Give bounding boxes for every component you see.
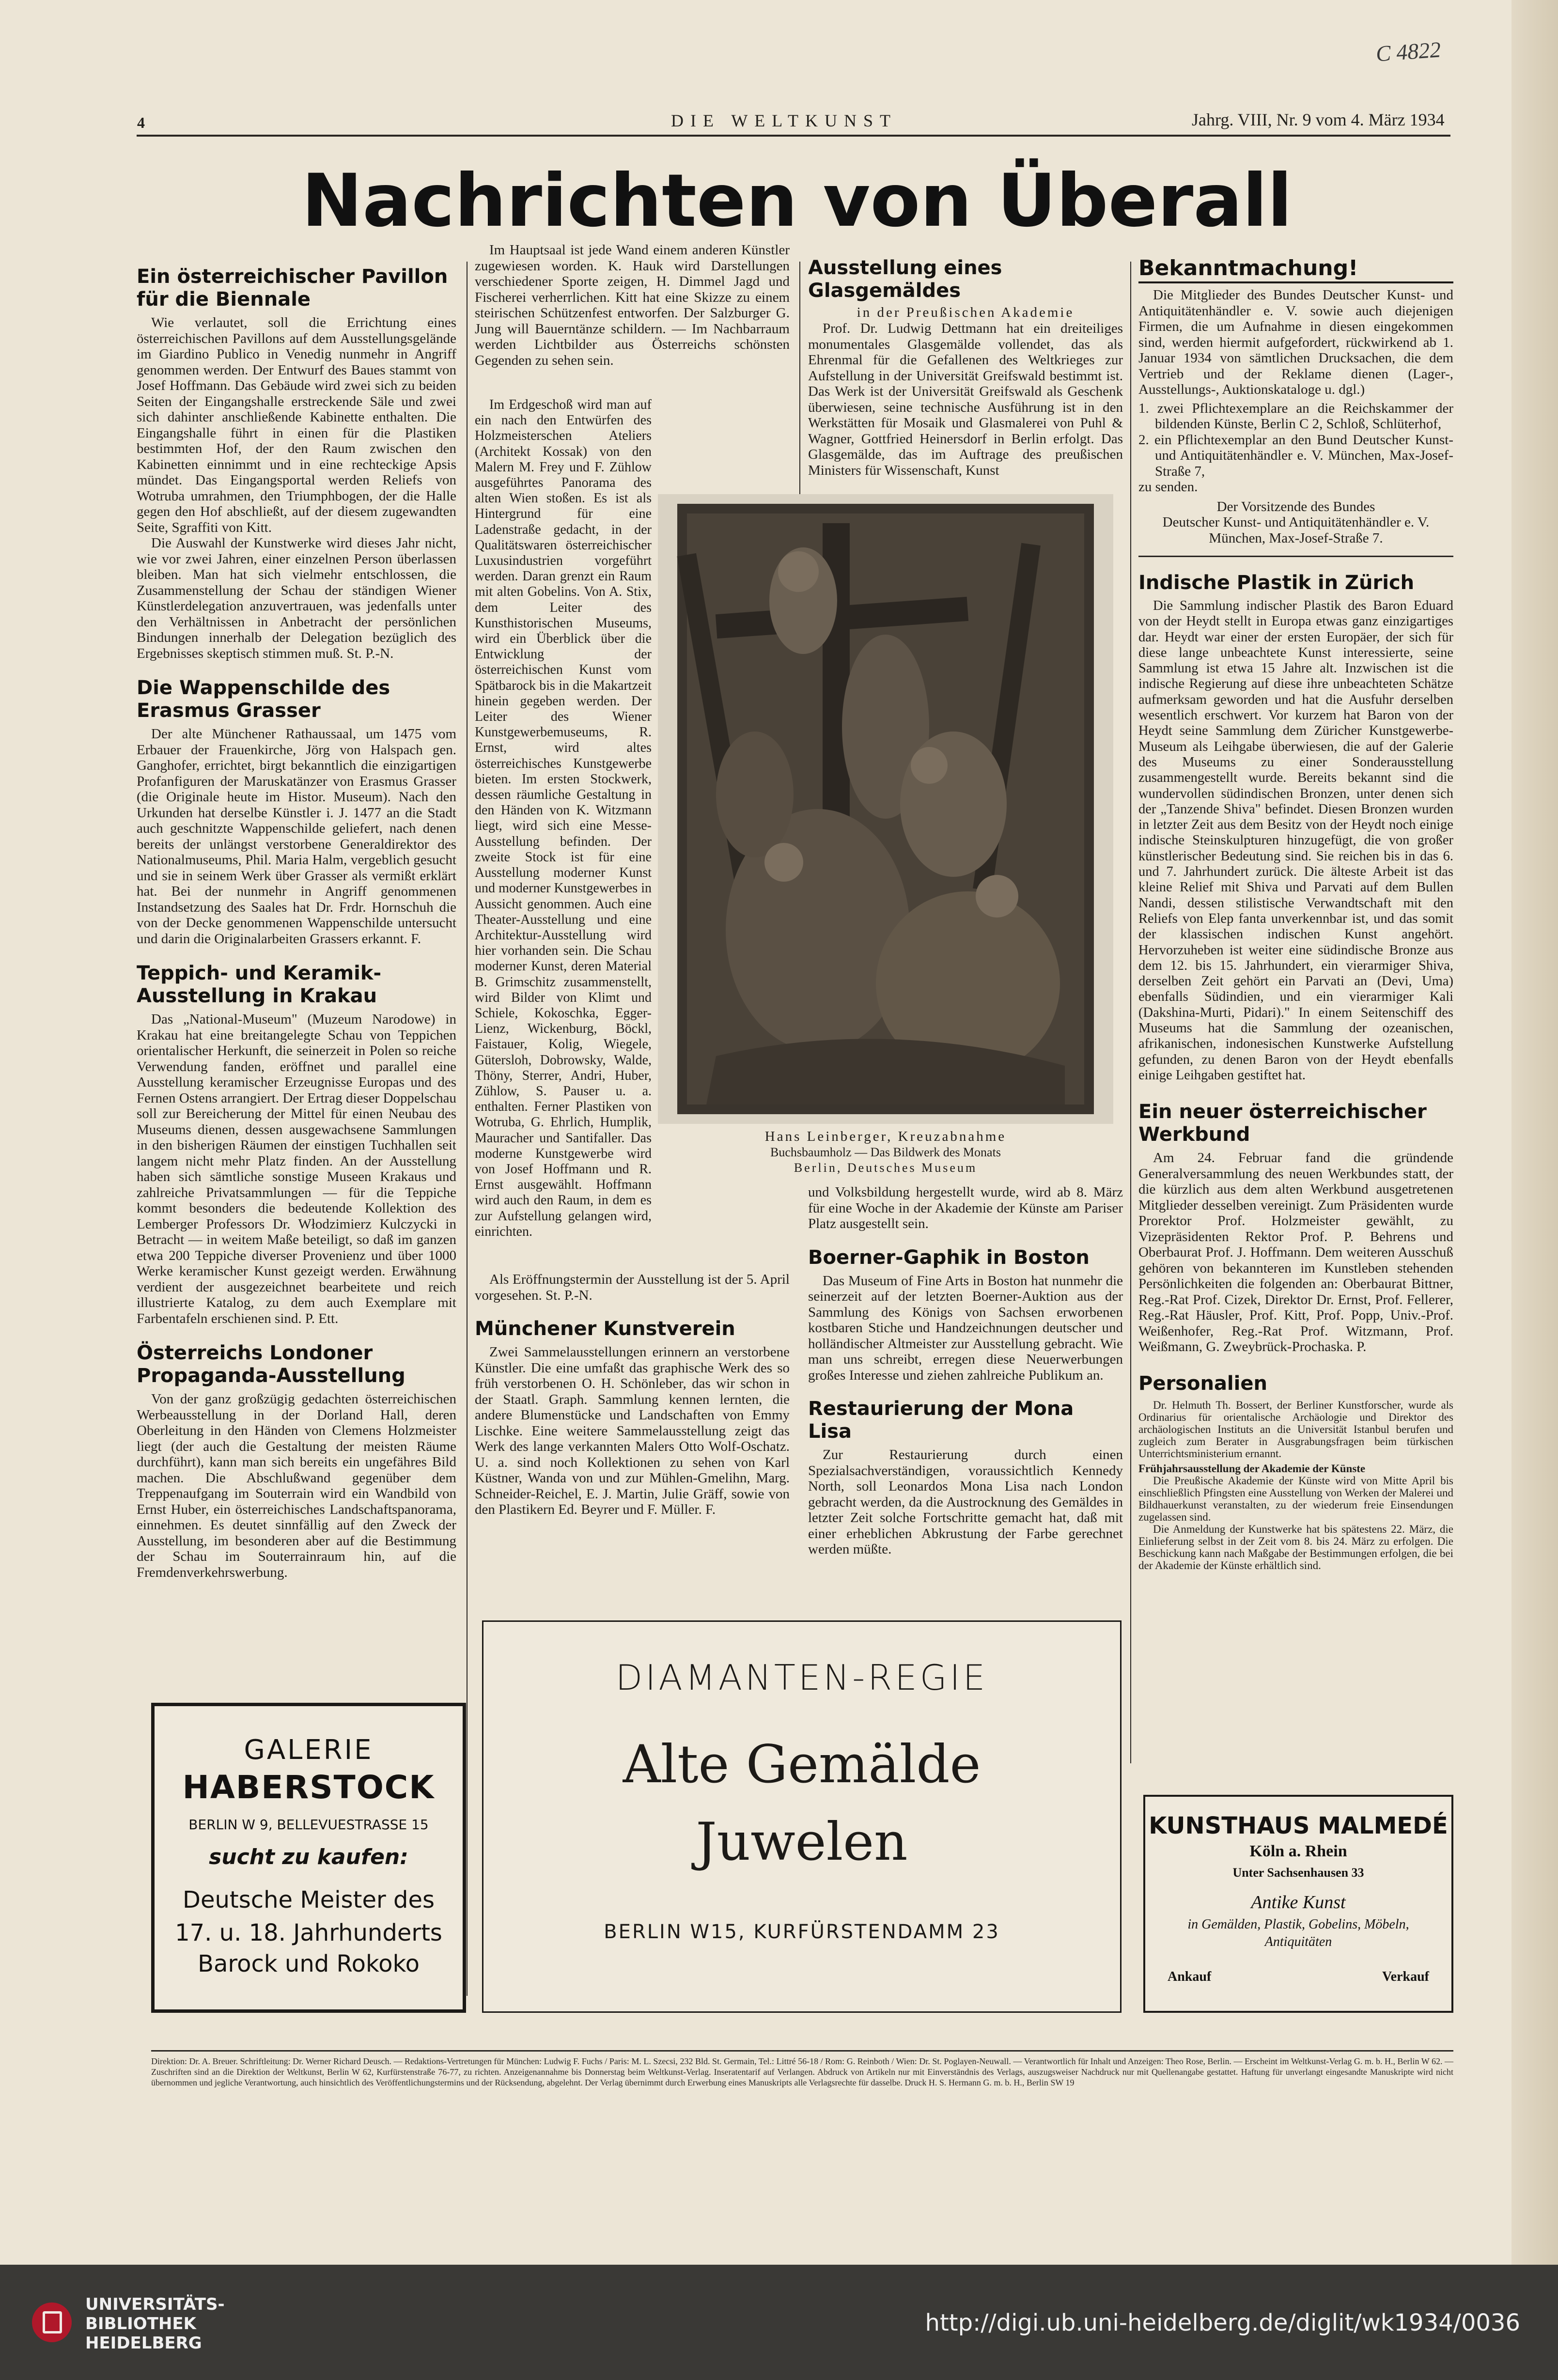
ad-malmede-line3: Unter Sachsenhausen 33 <box>1232 1866 1364 1880</box>
ad-haberstock <box>151 1703 466 2013</box>
article-body-boston: Das Museum of Fine Arts in Boston hat nunmehr die seinerzeit auf der letzten Boerner-Auktion aus der Sammlung des Königs von Sachsen erworbenen kostbaren Stiche und Handzeichnungen deutscher und holländischer Altmeister zur Ausstellung gebracht. Wie man uns schreibt, erregen diese Neuerwerbungen großes Interesse und ziehen zahlreiche Publikum an. <box>808 1273 1123 1383</box>
library-name-line3: HEIDELBERG <box>85 2333 202 2353</box>
article-heading-bekanntmachung: Bekanntmachung! <box>1138 257 1453 283</box>
article-body-mona-lisa: Zur Restaurierung durch einen Spezialsachverständigen, voraussichtlich Kennedy North, soll Leonardos Mona Lisa nach London gebracht werden, da die Austrocknung des Gemäldes in letzter Zeit solche Fortschritte gemacht hat, daß mit einer erheblichen Abkrustung der Farbe gerechnet werden müßte. <box>808 1447 1123 1557</box>
archive-mark: C 4822 <box>1375 37 1442 66</box>
library-name <box>85 2295 225 2353</box>
notice-item-1: 1. zwei Pflichtexemplare an die Reichskammer der bildenden Künste, Berlin C 2, Schloß, Schlüterhof, <box>1138 400 1453 432</box>
article-body-biennale-2: Die Auswahl der Kunstwerke wird dieses Jahr nicht, wie vor zwei Jahren, einer einzelnen Person überlassen bleiben. Man hat sich vielmehr entschlossen, die Zusammenstellung der Schau der ständigen Wiener Künstlerdelegation anzuvertrauen, was jedenfalls unter den Verhältnissen in Anbetracht der persönlichen Bindungen innerhalb der Delegation bezüglich des Ergebnisses skeptisch stimmen muß. St. P.-N. <box>137 535 456 661</box>
column-rule-3 <box>1130 262 1131 1763</box>
ad-diamanten-regie <box>482 1620 1122 2013</box>
ad-malmede-line6: Antiquitäten <box>1264 1934 1332 1949</box>
ad-haberstock-line6: 17. u. 18. Jahrhunderts <box>175 1919 442 1946</box>
article-heading-london: Österreichs Londoner Propaganda-Ausstellung <box>137 1342 405 1387</box>
ad-haberstock-line5: Deutsche Meister des <box>183 1886 435 1913</box>
article-subheading-glasgemaelde: in der Preußischen Akademie <box>857 305 1075 320</box>
notice-tail: zu senden. <box>1138 479 1198 495</box>
caption-title: Hans Leinberger, Kreuzabnahme <box>764 1129 1007 1144</box>
article-heading-boston: Boerner-Gaphik in Boston <box>808 1246 1090 1269</box>
header-rule <box>137 135 1450 137</box>
column-3-top <box>808 257 1123 478</box>
column-2-narrow <box>475 397 652 1240</box>
ad-malmede-footer <box>1145 1951 1451 1985</box>
ad-haberstock-line1: GALERIE <box>244 1734 374 1766</box>
article-heading-personalien: Personalien <box>1138 1372 1267 1395</box>
library-name-line2: BIBLIOTHEK <box>85 2314 196 2333</box>
article-body-werkbund: Am 24. Februar fand die gründende Generalversammlung des neuen Werkbundes statt, der die kürzlich aus dem alten Werkbund ausgetretenen Mitglieder desselben vereinigt. Zum Präsidenten wurde Prorektor Prof. Holzmeister gewählt, zu Vizepräsidenten Rektor Prof. P. Behrens und Oberbaurat Prof. J. Hoffmann. Dem weiteren Ausschuß gehören von bekannteren im Kunstleben stehenden Persönlichkeiten die folgenden an: Oberbaurat Bittner, Reg.-Rat Prof. Cizek, Direktor Dr. Ernst, Prof. Fellerer, Reg.-Rat Häusler, Prof. Kitt, Prof. Popp, Univ.-Prof. Weißenhofer, Reg.-Rat Prof. Witzmann, Prof. Weißmann, G. Zweybrück-Prochaska. P. <box>1138 1150 1453 1355</box>
article-body-biennale: Wie verlautet, soll die Errichtung eines österreichischen Pavillons auf dem Ausstellungsgelände im Giardino Publico in Venedig nunmehr in Angriff genommen werden. Der Entwurf des Baues stammt von Josef Hoffmann. Das Gebäude wird zwei sich zu beiden Seiten der Eingangshalle erstreckende Säle und zwei sich dahinter anschließende Kabinette enthalten. Die Eingangshalle führt in einen für die Plastiken bestimmten Hof, der den Raum zwischen den Kabinetten einnimmt und in eine rechteckige Apsis mündet. Das Eingangsportal werden Reliefs von Wotruba umrahmen, den Triumphbogen, der die Halle gegen den Hof abschließt, auf der diesem zugewandten Seite, Sgraffiti von Kitt. <box>137 315 456 535</box>
article-body-glasgemaelde-cont: und Volksbildung hergestellt wurde, wird ab 8. März für eine Woche in der Akademie der Künste am Pariser Platz ausgestellt sein. <box>808 1184 1123 1231</box>
column-4 <box>1138 257 1453 1571</box>
notice-rule <box>1138 556 1453 557</box>
article-body-london-cont: Im Hauptsaal ist jede Wand einem anderen Künstler zugewiesen worden. K. Hauk wird Darstellungen verschiedener Sporte zeigen, H. Dimmel Jagd und Fischerei verherrlichen. Kitt hat eine Skizze zu einem steirischen Schützenfest entworfen. Der Salzburger G. Jung will Bauerntänze schildern. — Im Nachbarraum werden Lichtbilder aus Österreichs schönsten Gegenden zu sehen sein. <box>475 242 790 368</box>
column-2-bottom <box>475 1272 790 1518</box>
footer-rule <box>151 2050 1453 2052</box>
column-1 <box>137 265 456 1580</box>
article-body-london-cont-2: Im Erdgeschoß wird man auf ein nach den Entwürfen des Holzmeisterschen Ateliers (Architekt Kossak) von den Malern M. Frey und F. Zühlow ausgeführtes Panorama des alten Wien stoßen. Es ist als Hintergrund für eine Ladenstraße gedacht, in der Qualitätswaren österreichischer Luxusindustrien vorgeführt werden. Daran grenzt ein Raum mit alten Gobelins. Von A. Stix, dem Leiter des Kunsthistorischen Museums, wird ein Überblick über die Entwicklung der österreichischen Kunst vom Spätbarock bis in die Makartzeit hinein gegeben werden. Der Leiter des Wiener Kunstgewerbemuseums, R. Ernst, wird altes österreichisches Kunstgewerbe bieten. Im ersten Stockwerk, dessen räumliche Gestaltung in den Händen von K. Witzmann liegt, wird sich eine Messe-Ausstellung befinden. Der zweite Stock ist für eine Ausstellung moderner Kunst und moderner Kunstgewerbes in Aussicht genommen. Auch eine Theater-Ausstellung und eine Architektur-Ausstellung wird hier vorhanden sein. Die Schau moderner Kunst, deren Material B. Grimschitz zusammenstellt, wird Bilder von Klimt und Schiele, Kokoschka, Egger-Lienz, Wickenburg, Böckl, Faistauer, Kolig, Wiegele, Gütersloh, Dobrowsky, Walde, Thöny, Sterrer, Andri, Huber, Zühlow, S. Pauser u. a. enthalten. Ferner Plastiken von Wotruba, G. Ehrlich, Humplik, Mauracher und Santifaller. Das moderne Kunstgewerbe wird von Josef Hoffmann und R. Ernst ausgewählt. Hoffmann wird auch den Raum, in dem es zur Aufstellung gelangen wird, einrichten. <box>475 397 652 1239</box>
masthead: DIE WELTKUNST <box>671 111 897 130</box>
ad-malmede-ankauf: Ankauf <box>1168 1969 1212 1984</box>
caption-material: Buchsbaumholz — Das Bildwerk des Monats <box>770 1145 1001 1159</box>
page-number: 4 <box>137 114 145 131</box>
article-subheading-akademie: Frühjahrsausstellung der Akademie der Künste <box>1138 1462 1366 1475</box>
library-logo-icon <box>32 2302 72 2342</box>
ad-haberstock-line2: HABERSTOCK <box>182 1769 435 1806</box>
library-name-line1: UNIVERSITÄTS- <box>85 2295 225 2314</box>
page-title: Nachrichten von Überall <box>301 159 1293 243</box>
ad-haberstock-line7: Barock und Rokoko <box>198 1950 420 1977</box>
notice-item-2: 2. ein Pflichtexemplar an den Bund Deutscher Kunst- und Antiquitätenhändler e. V. München, Max-Josef-Straße 7, <box>1138 432 1453 479</box>
article-body-glasgemaelde: Prof. Dr. Ludwig Dettmann hat ein dreiteiliges monumentales Glasgemälde vollendet, das als Ehrenmal für die Gefallenen des Weltkrieges zur Aufstellung in der Universität Greifswald bestimmt ist. Das Werk ist der Universität Greifswald als Geschenk überwiesen, seine technische Ausführung ist in den Werkstätten für Mosaik und Glasmalerei von Puhl & Wagner, Gottfried Heinersdorf in Berlin erfolgt. Das Glasgemälde, das im Auftrage des preußischen Ministers für Wissenschaft, Kunst <box>808 321 1123 478</box>
library-bar <box>0 2265 1558 2380</box>
article-body-personalien: Dr. Helmuth Th. Bossert, der Berliner Kunstforscher, wurde als Ordinarius für orientalische Archäologie und Direktor des archäologischen Instituts an die Universität Istanbul berufen und zugleich zum Berater in Ausgrabungsfragen beim türkischen Unterrichtsministerium ernannt. <box>1138 1399 1453 1460</box>
relief-artwork <box>658 494 1113 1124</box>
article-body-wappenschilde: Der alte Münchener Rathaussaal, um 1475 vom Erbauer der Frauenkirche, Jörg von Halspach gen. Ganghofer, errichtet, birgt bekanntlich die einzigartigen Profanfiguren der Maruskatänzer von Erasmus Grasser (die Originale heute im Histor. Museum). Nach den Urkunden hat derselbe Künstler i. J. 1477 an die Stadt auch geschnitzte Wappenschilde geliefert, nach denen bereits der unlängst verstorbene Generaldirektor des Nationalmuseums, Phil. Maria Halm, vergeblich gesucht und sie in seinem Werk über Grasser als vermißt erklärt hat. Bei der nunmehr in Angriff genommenen Instandsetzung des Saales hat Dr. Frdr. Hornschuh die von der Decke genommenen Wappenschilde untersucht und darin die Originalarbeiten Grassers erkannt. F. <box>137 726 456 947</box>
footer-imprint <box>151 2056 1453 2088</box>
article-body-kunstverein: Zwei Sammelausstellungen erinnern an verstorbene Künstler. Die eine umfaßt das graphische Werk des so früh verstorbenen O. H. Schönleber, das wir schon in der Staatl. Graph. Sammlung kennen lernten, die andere Blumenstücke und Landschaften von Emmy Lischke. Eine weitere Sammelausstellung zeigt das Werk des lange verkannten Malers Otto Wolf-Oschatz. U. a. sind noch Kollektionen zu sehen von Karl Küstner, Wanda von und zur Mühlen-Gmelihn, Marg. Schneider-Reichel, E. J. Martin, Julie Gräff, sowie von den Plastikern Ed. Beyrer und F. Müller. F. <box>475 1344 790 1517</box>
article-heading-biennale: Ein österreichischer Pavillon für die Biennale <box>137 265 448 311</box>
article-heading-zuerich: Indische Plastik in Zürich <box>1138 572 1415 594</box>
ad-malmede <box>1143 1795 1453 2013</box>
article-body-london-end: Als Eröffnungstermin der Ausstellung ist der 5. April vorgesehen. St. P.-N. <box>475 1272 790 1303</box>
article-body-krakau: Das „National-Museum" (Muzeum Narodowe) in Krakau hat eine breitangelegte Schau von Teppichen orientalischer Herkunft, die seinerzeit in Polen so reiche Verwendung fanden, eröffnet und parallel eine Ausstellung keramischer Erzeugnisse Europas und des Fernen Ostens arrangiert. Der Ertrag dieser Doppelschau soll zur Bereicherung der Mittel für einen Neubau des Museums dienen, dessen ausgewachsene Sammlungen in den bisherigen Räumen der einstigen Tuchhallen seit langem nicht mehr Platz finden. An der Ausstellung haben sich sämtliche sonstige Museen Krakaus und zahlreiche Privatsammlungen — für die Teppiche kommt besonders die bedeutende Kollektion des Lemberger Professors Dr. Włodzimierz Kulczycki in Betracht — in weitem Maße beteiligt, so daß im ganzen etwa 200 Teppiche diverser Provenienz und über 1000 Werke keramischer Kunst gezeigt werden. Erwähnung verdient der ausgezeichnet bearbeitete und reich illustrierte Katalog, zu dem auch Exemplare mit Farbentafeln erschienen sind. P. Ett. <box>137 1011 456 1326</box>
ad-malmede-line4: Antike Kunst <box>1251 1892 1346 1913</box>
ad-haberstock-line4: sucht zu kaufen: <box>209 1845 408 1869</box>
article-body-akademie-2: Die Anmeldung der Kunstwerke hat bis spätestens 22. März, die Einlieferung selbst in der Zeit vom 8. bis 24. März zu erfolgen. Die Beschickung kann nach Maßgabe der Bestimmungen erfolgen, die bei der Akademie der Künste erhältlich sind. <box>1138 1523 1453 1571</box>
ad-diamanten-line2: Alte Gemälde <box>623 1734 981 1795</box>
notice-body: Die Mitglieder des Bundes Deutscher Kunst- und Antiquitätenhändler e. V. sowie auch diejenigen Firmen, die um Aufnahme in diesen eingekommen sind, werden hiermit aufgefordert, rückwirkend ab 1. Januar 1934 von sämtlichen Drucksachen, die dem Vertrieb und der Reklame dienen (Lager-, Ausstellungs-, Auktionskataloge u. dgl.) <box>1138 287 1453 397</box>
column-2-top <box>475 242 790 368</box>
column-3-bottom <box>808 1184 1123 1557</box>
sheet-edge <box>1511 0 1558 2265</box>
article-heading-krakau: Teppich- und Keramik-Ausstellung in Krakau <box>137 962 382 1007</box>
ad-malmede-verkauf: Verkauf <box>1382 1969 1429 1984</box>
library-url[interactable]: http://digi.ub.uni-heidelberg.de/diglit/wk1934/0036 <box>925 2309 1520 2336</box>
ad-malmede-line2: Köln a. Rhein <box>1249 1842 1347 1860</box>
ad-diamanten-line3: Juwelen <box>696 1812 908 1872</box>
article-heading-kunstverein: Münchener Kunstverein <box>475 1318 735 1340</box>
issue-info: Jahrg. VIII, Nr. 9 vom 4. März 1934 <box>1192 110 1445 129</box>
article-body-london: Von der ganz großzügig gedachten österreichischen Werbeausstellung in der Dorland Hall, deren Oberleitung in den Händen von Clemens Holzmeister liegt (der auch die Gestaltung der meisten Räume durchführt), kann man sich bereits ein ungefähres Bild machen. Die Abschlußwand gegenüber dem Treppenaufgang im Souterrain wird ein Wandbild von Ernst Huber, ein österreichisches Landschaftspanorama, einnehmen. Es deutet sinnfällig auf den Zweck der Ausstellung, im besonderen aber auf die Bestimmung der Schau im Souterrainraum hin, auf die Fremdenverkehrswerbung. <box>137 1391 456 1580</box>
ad-haberstock-line3: BERLIN W 9, BELLEVUESTRASSE 15 <box>188 1817 429 1833</box>
notice-signature-2: Deutscher Kunst- und Antiquitätenhändler e. V. <box>1162 514 1430 530</box>
ad-diamanten-line1: DIAMANTEN-REGIE <box>615 1657 988 1698</box>
ad-diamanten-line4: BERLIN W15, KURFÜRSTENDAMM 23 <box>604 1921 1000 1943</box>
notice-signature-3: München, Max-Josef-Straße 7. <box>1209 530 1383 546</box>
ad-malmede-line1: KUNSTHAUS MALMEDÉ <box>1149 1812 1448 1839</box>
article-heading-mona-lisa: Restaurierung der Mona Lisa <box>808 1398 1074 1443</box>
ad-malmede-line5: in Gemälden, Plastik, Gobelins, Möbeln, <box>1187 1917 1409 1932</box>
figure-caption <box>658 1129 1113 1176</box>
article-heading-werkbund: Ein neuer österreichischer Werkbund <box>1138 1101 1427 1146</box>
article-body-akademie: Die Preußische Akademie der Künste wird von Mitte April bis einschließlich Pfingsten eine Ausstellung von Werken der Malerei und Bildhauerkunst veranstalten, zu der wiederum freie Einsendungen zugelassen sind. <box>1138 1474 1453 1523</box>
notice-signature-1: Der Vorsitzende des Bundes <box>1216 498 1375 514</box>
caption-location: Berlin, Deutsches Museum <box>794 1161 978 1175</box>
article-heading-glasgemaelde: Ausstellung eines Glasgemäldes <box>808 257 1002 302</box>
article-heading-wappenschilde: Die Wappenschilde des Erasmus Grasser <box>137 677 390 722</box>
relief-image <box>658 494 1113 1124</box>
imprint-text: Direktion: Dr. A. Breuer. Schriftleitung: Dr. Werner Richard Deusch. — Redaktions-Vertretungen für München: Ludwig F. Fuchs / Paris: M. L. Szecsi, 232 Bld. St. Germain, Tel.: Littré 56-18 / Rom: G. Reinboth / Wien: Dr. St. Poglayen-Neuwall. — Verantwortlich für Inhalt und Anzeigen: Theo Rose, Berlin. — Erscheint im Weltkunst-Verlag G. m. b. H., Berlin W 62. — Zuschriften sind an die Direktion der Weltkunst, Berlin W 62, Kurfürstenstraße 76-77, zu richten. Anzeigenannahme bis Donnerstag beim Weltkunst-Verlag. Inseratentarif auf Verlangen. Abdruck von Artikeln nur mit Einverständnis des Verlags, auszugsweiser Nachdruck nur mit Quellenangabe gestattet. Haftung für unverlangt eingesandte Manuskripte wird nicht übernommen und jegliche Verantwortung, auch hinsichtlich des Veröffentlichungstermins und der Rücksendung, abgelehnt. Der Verlag übernimmt durch Erwerbung eines Manuskripts alle Verlagsrechte für dasselbe. Druck H. S. Hermann G. m. b. H., Berlin SW 19 <box>151 2056 1453 2087</box>
article-body-zuerich: Die Sammlung indischer Plastik des Baron Eduard von der Heydt stellt in Europa etwas ganz einzigartiges dar. Heydt war einer der ersten Europäer, der sich für diese lange unbeachtete Kunst interessierte, seine Sammlung ist etwa 15 Jahre alt. Inzwischen ist die indische Regierung auf diese ihre unbeachteten Schätze aufmerksam geworden und hat die Ausfuhr derselben wesentlich erschwert. Vor kurzem hat Baron von der Heydt seine Sammlung dem Züricher Kunstgewerbe-Museum als Leihgabe überwiesen, die auf der Galerie des Museums zu einer Sonderausstellung zusammengestellt wurde. Bereits bekannt sind die wundervollen südindischen Bronzen, unter denen sich der „Tanzende Shiva" befindet. Diesen Bronzen wurden in letzter Zeit aus dem Besitz von der Heydt noch einige indische Steinskulpturen hinzugefügt, die von großer künstlerischer Bedeutung sind. Sie reichen bis in das 6. und 7. Jahrhundert zurück. Die älteste Arbeit ist das kleine Relief mit Shiva und Parvati auf dem Bullen Nandi, dessen stilistische Verwandtschaft mit den Reliefs von Elep fanta unverkennbar ist, und das somit der klassischen indischen Kunst angehört. Hervorzuheben ist weiter eine südindische Bronze aus dem 12. bis 15. Jahrhundert, ein vierarmiger Shiva, derselben Zeit gehört ein Parvati an (Devi, Uma) ebenfalls Südindien, und ein vierarmiger Kali (Dakshina-Murti, Pidari)." In einem Seitenschiff des Museums hat die Sammlung der ozeanischen, afrikanischen, indonesischen Kunstwerke Aufstellung gefunden, zu denen Baron von der Heydt ebenfalls einige Leihgaben gestiftet hat. <box>1138 598 1453 1083</box>
